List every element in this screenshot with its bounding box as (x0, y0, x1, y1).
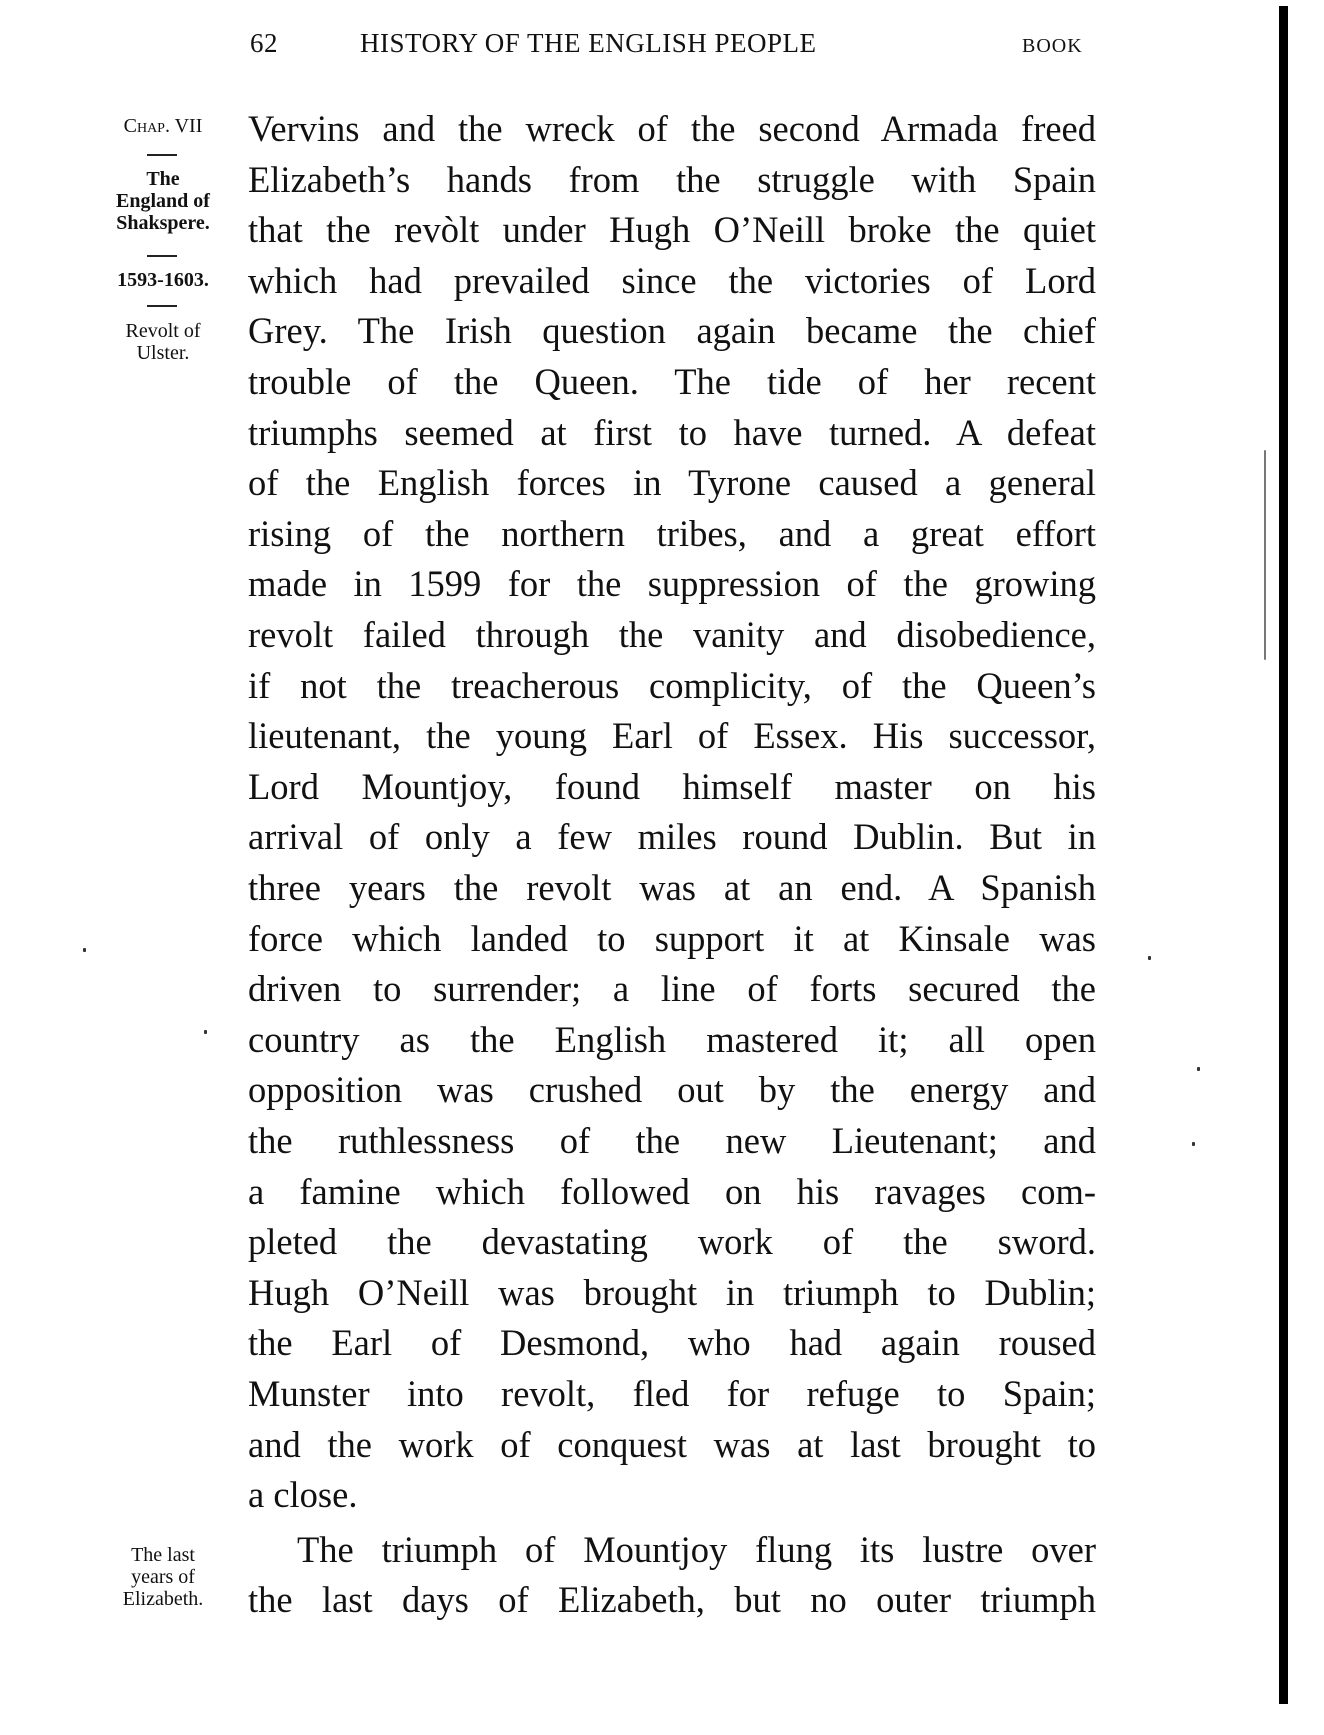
text-line: if not the treacherous complicity, of the Queen’s (248, 664, 1096, 706)
text-line: Vervins and the wreck of the second Armada freed (248, 108, 1096, 149)
running-section: BOOK (1022, 35, 1083, 57)
text-line: Elizabeth’s hands from the struggle with Spain (248, 158, 1096, 200)
scan-speck (204, 1030, 207, 1034)
margin-chapter: Chap. VII (123, 115, 203, 137)
text-line: Grey. The Irish question again became the chief (248, 310, 1096, 352)
page-edge-bar (1279, 6, 1288, 1704)
text-line: a close. (248, 1474, 358, 1516)
text-line: pleted the devastating work of the sword. (248, 1221, 1096, 1263)
text-line: three years the revolt was at an end. A Spanish (248, 867, 1096, 908)
margin-last-years-line: Elizabeth. (122, 1588, 204, 1610)
margin-topic-line: England of (116, 190, 210, 212)
text-line: force which landed to support it at Kinsale was (248, 917, 1096, 959)
text-line: opposition was crushed out by the energy and (248, 1069, 1096, 1111)
text-line: trouble of the Queen. The tide of her recent (248, 361, 1096, 402)
text-line: triumphs seemed at first to have turned. A defeat (248, 411, 1096, 453)
text-line: Hugh O’Neill was brought in triumph to Dublin; (248, 1271, 1096, 1313)
margin-revolt-line: Revolt of (125, 320, 201, 342)
scan-speck (1197, 1067, 1200, 1071)
margin-last-years-line: The last (131, 1544, 195, 1566)
scan-speck (1192, 1142, 1195, 1146)
scan-speck (1148, 956, 1151, 960)
text-line: driven to surrender; a line of forts secured the (248, 968, 1096, 1010)
text-line: made in 1599 for the suppression of the growing (248, 563, 1096, 605)
margin-rule (147, 255, 177, 257)
text-line: the last days of Elizabeth, but no outer triumph (248, 1579, 1096, 1621)
text-line: which had prevailed since the victories of Lord (248, 259, 1096, 301)
running-title: HISTORY OF THE ENGLISH PEOPLE (360, 28, 817, 58)
margin-topic-line: The (146, 168, 180, 190)
margin-dates: 1593-1603. (117, 269, 209, 291)
text-line: the Earl of Desmond, who had again roused (248, 1322, 1096, 1364)
margin-revolt-line: Ulster. (136, 342, 190, 364)
text-line: lieutenant, the young Earl of Essex. His successor, (248, 715, 1096, 757)
margin-last-years-line: years of (131, 1566, 195, 1588)
margin-topic-line: Shakspere. (116, 212, 210, 234)
margin-rule (147, 305, 177, 307)
text-line: revolt failed through the vanity and disobedience, (248, 614, 1096, 655)
text-line: arrival of only a few miles round Dublin. But in (248, 816, 1096, 858)
text-line: Munster into revolt, fled for refuge to Spain; (248, 1373, 1096, 1414)
text-line: of the English forces in Tyrone caused a general (248, 462, 1096, 504)
margin-topic (88, 168, 238, 234)
text-line: rising of the northern tribes, and a great effort (248, 512, 1096, 554)
text-line: country as the English mastered it; all open (248, 1018, 1096, 1060)
scan-mark (1264, 450, 1266, 660)
text-line: Lord Mountjoy, found himself master on his (248, 765, 1096, 807)
margin-revolt (88, 320, 238, 364)
text-line: and the work of conquest was at last brought to (248, 1423, 1096, 1465)
text-line: a famine which followed on his ravages com- (248, 1170, 1096, 1212)
page-number: 62 (250, 28, 278, 58)
margin-last-years (88, 1544, 238, 1610)
text-line: The triumph of Mountjoy flung its lustre over (297, 1528, 1096, 1570)
margin-rule (147, 154, 177, 156)
text-line: that the revòlt under Hugh O’Neill broke the quiet (248, 209, 1096, 251)
text-line: the ruthlessness of the new Lieutenant; and (248, 1120, 1096, 1161)
scan-speck (83, 948, 86, 952)
